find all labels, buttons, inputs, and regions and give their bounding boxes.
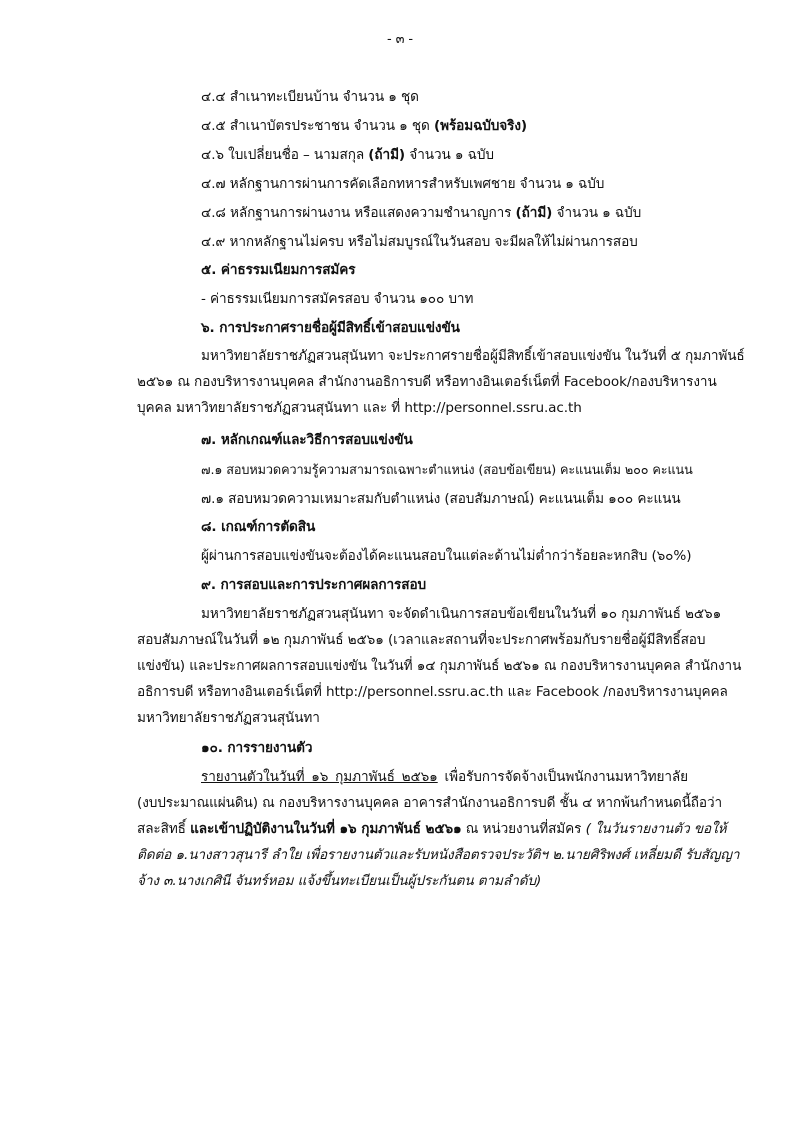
section-6-heading: ๖. การประกาศรายชื่อผู้มีสิทธิ์เข้าสอบแข่งขัน <box>201 320 460 336</box>
section-10-line-1 <box>201 767 688 787</box>
section-10-heading: ๑๐. การรายงานตัว <box>201 740 313 756</box>
item-4-5 <box>201 116 527 136</box>
section-10-line-5: จ้าง ๓.นางเกศินี จันทร์หอม แจ้งขึ้นทะเบียนเป็นผู้ประกันตน ตามลำดับ) <box>137 873 542 889</box>
section-8-line-1: ผู้ผ่านการสอบแข่งขันจะต้องได้คะแนนสอบในแต่ละด้านไม่ต่ำกว่าร้อยละหกสิบ (๖๐%) <box>201 548 692 564</box>
item-4-4: ๔.๔ สำเนาทะเบียนบ้าน จำนวน ๑ ชุด <box>201 89 419 105</box>
section-9-heading: ๙. การสอบและการประกาศผลการสอบ <box>201 577 427 593</box>
item-4-5-text: ๔.๕ สำเนาบัตรประชาชน จำนวน ๑ ชุด <box>201 118 434 134</box>
section-10-line-3-italic: ( ในวันรายงานตัว ขอให้ <box>585 821 727 837</box>
item-4-6-post: จำนวน ๑ ฉบับ <box>405 147 494 163</box>
page-number: - ๓ - <box>386 32 414 47</box>
section-7-line-2: ๗.๑ สอบหมวดความเหมาะสมกับตำแหน่ง (สอบสัมภาษณ์) คะแนนเต็ม ๑๐๐ คะแนน <box>201 491 681 507</box>
section-5-heading: ๕. ค่าธรรมเนียมการสมัคร <box>201 262 356 278</box>
section-10-line-4: ติดต่อ ๑.นางสาวสุนารี ลำใย เพื่อรายงานตัวและรับหนังสือตรวจประวัติฯ ๒.นายศิริพงศ์ เหลี่ยมดี รับสัญญา <box>137 847 740 863</box>
section-5-fee: - ค่าธรรมเนียมการสมัครสอบ จำนวน ๑๐๐ บาท <box>201 291 474 307</box>
section-9-line-5: มหาวิทยาลัยราชภัฏสวนสุนันทา <box>137 710 320 726</box>
item-4-8-post: จำนวน ๑ ฉบับ <box>552 205 642 221</box>
section-10-line-2: (งบประมาณแผ่นดิน) ณ กองบริหารงานบุคคล อาคารสำนักงานอธิการบดี ชั้น ๔ หากพ้นกำหนดนี้ถือว่า <box>137 795 723 811</box>
section-9-line-3: แข่งขัน) และประกาศผลการสอบแข่งขัน ในวันที่ ๑๔ กุมภาพันธ์ ๒๕๖๑ ณ กองบริหารงานบุคคล สำนักงาน <box>137 658 742 674</box>
section-6-line-1: มหาวิทยาลัยราชภัฏสวนสุนันทา จะประกาศรายชื่อผู้มีสิทธิ์เข้าสอบแข่งขัน ในวันที่ ๕ กุมภาพันธ์ <box>201 348 745 364</box>
section-10-line-3 <box>137 819 727 839</box>
section-7-line-1: ๗.๑ สอบหมวดความรู้ความสามารถเฉพาะตำแหน่ง (สอบข้อเขียน) คะแนนเต็ม ๒๐๐ คะแนน <box>201 462 693 477</box>
item-4-8-bold: (ถ้ามี) <box>515 205 553 221</box>
item-4-6-bold: (ถ้ามี) <box>368 147 406 163</box>
section-6-line-3: บุคคล มหาวิทยาลัยราชภัฏสวนสุนันทา และ ที่ http://personnel.ssru.ac.th <box>137 400 582 416</box>
section-10-line-1-rest: เพื่อรับการจัดจ้างเป็นพนักงานมหาวิทยาลัย <box>437 769 688 785</box>
item-4-6 <box>201 145 494 165</box>
section-8-heading: ๘. เกณฑ์การตัดสิน <box>201 519 316 535</box>
item-4-5-bold: (พร้อมฉบับจริง) <box>433 118 528 134</box>
report-date-underlined: รายงานตัวในวันที่ ๑๖ กุมภาพันธ์ ๒๕๖๑ <box>201 769 438 785</box>
item-4-8-text: ๔.๘ หลักฐานการผ่านงาน หรือแสดงความชำนาญการ <box>201 205 516 221</box>
section-9-line-2: สอบสัมภาษณ์ในวันที่ ๑๒ กุมภาพันธ์ ๒๕๖๑ (เวลาและสถานที่จะประกาศพร้อมกับรายชื่อผู้มีสิทธิ์สอบ <box>137 632 706 648</box>
section-10-line-3-pre: สละสิทธิ์ <box>137 821 191 837</box>
section-9-line-4: อธิการบดี หรือทางอินเตอร์เน็ตที่ http://personnel.ssru.ac.th และ Facebook /กองบริหารงานบุคคล <box>137 684 728 700</box>
item-4-6-text: ๔.๖ ใบเปลี่ยนชื่อ – นามสกุล <box>201 147 369 163</box>
section-6-line-2: ๒๕๖๑ ณ กองบริหารงานบุคคล สำนักงานอธิการบดี หรือทางอินเตอร์เน็ตที่ Facebook/กองบริหารงาน <box>137 374 717 390</box>
item-4-9: ๔.๙ หากหลักฐานไม่ครบ หรือไม่สมบูรณ์ในวันสอบ จะมีผลให้ไม่ผ่านการสอบ <box>201 234 638 250</box>
item-4-8 <box>201 203 641 223</box>
section-10-line-3-bold: และเข้าปฏิบัติงานในวันที่ ๑๖ กุมภาพันธ์ ๒๕๖๑ <box>190 821 462 837</box>
item-4-7: ๔.๗ หลักฐานการผ่านการคัดเลือกทหารสำหรับเพศชาย จำนวน ๑ ฉบับ <box>201 176 605 192</box>
section-7-heading: ๗. หลักเกณฑ์และวิธีการสอบแข่งขัน <box>201 432 413 448</box>
section-9-line-1: มหาวิทยาลัยราชภัฏสวนสุนันทา จะจัดดำเนินการสอบข้อเขียนในวันที่ ๑๐ กุมภาพันธ์ ๒๕๖๑ <box>201 606 722 622</box>
section-10-line-3-mid: ณ หน่วยงานที่สมัคร <box>461 821 586 837</box>
